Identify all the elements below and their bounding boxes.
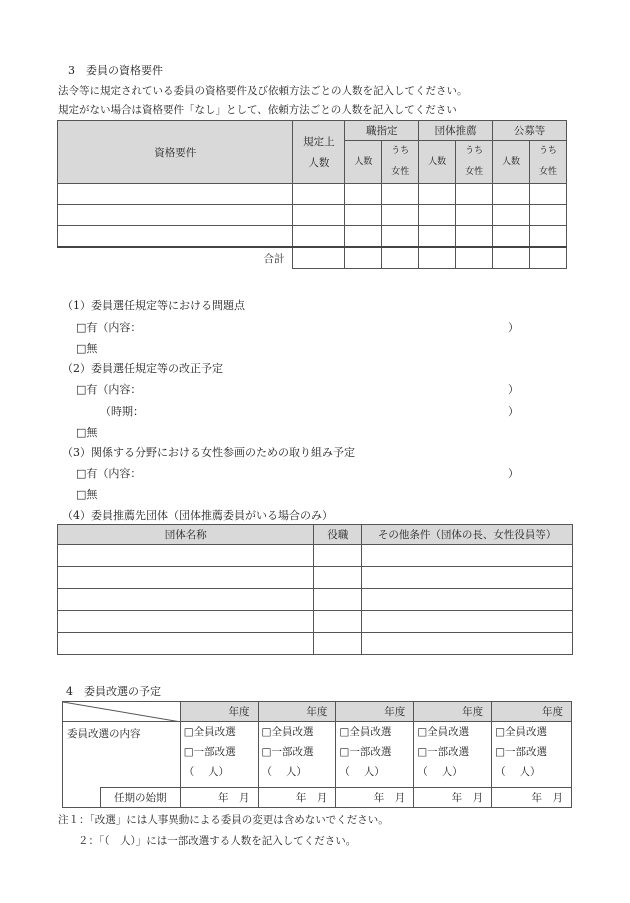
sub-women: うち 女性: [456, 141, 493, 184]
sub2-no-checkbox[interactable]: □無: [76, 426, 98, 439]
partial-reelection-checkbox[interactable]: □一部改選: [261, 746, 314, 758]
section3-note2: 規定がない場合は資格要件「なし」として、依頼方法ごとの人数を記入してください: [58, 104, 457, 116]
total-label: 合計: [58, 247, 293, 269]
sub2-time: （時期：: [100, 405, 144, 418]
table-row: [58, 611, 573, 633]
row-content-label: 委員改選の内容: [63, 722, 181, 788]
col-qualification: 資格要件: [58, 121, 293, 184]
sub-count: 人数: [493, 141, 530, 184]
group-public: 公募等: [493, 121, 567, 141]
start-value[interactable]: 年 月: [258, 788, 336, 808]
partial-count: （ 人）: [495, 766, 541, 778]
diagonal-cell: [63, 702, 181, 722]
sub-count: 人数: [419, 141, 456, 184]
row-start-label: 任期の始期: [100, 788, 180, 808]
full-reelection-checkbox[interactable]: □全員改選: [495, 726, 548, 738]
col-role: 役職: [314, 525, 362, 545]
start-value[interactable]: 年 月: [180, 788, 258, 808]
note-2: ２：「（ 人）」には一部改選する人数を記入してください。: [78, 835, 357, 847]
reelection-options: [258, 722, 336, 788]
sub-women: うち 女性: [382, 141, 419, 184]
sub2-yes-checkbox[interactable]: □有（内容：: [76, 383, 142, 396]
year-header: 年度: [414, 702, 492, 722]
reelection-options: [336, 722, 414, 788]
partial-reelection-checkbox[interactable]: □一部改選: [417, 746, 470, 758]
partial-count: （ 人）: [183, 766, 230, 778]
sub1-yes-checkbox[interactable]: □有（内容：: [76, 321, 142, 334]
sub1-no-checkbox[interactable]: □無: [76, 342, 98, 355]
section4-heading: 4 委員改選の予定: [66, 685, 161, 698]
table-row: [58, 589, 573, 611]
group-org: 団体推薦: [419, 121, 493, 141]
reelection-options: [180, 722, 258, 788]
total-row: [58, 247, 567, 269]
table-row: [58, 184, 567, 205]
sub4-heading: （4）委員推薦先団体（団体推薦委員がいる場合のみ）: [62, 509, 333, 522]
sub2-close: ）: [508, 383, 519, 396]
table-row: [58, 205, 567, 226]
partial-reelection-checkbox[interactable]: □一部改選: [495, 746, 548, 758]
full-reelection-checkbox[interactable]: □全員改選: [183, 726, 236, 738]
qualification-table: [57, 120, 567, 269]
table-row: [58, 545, 573, 567]
year-header: 年度: [492, 702, 572, 722]
col-other: その他条件（団体の長、女性役員等）: [362, 525, 573, 545]
partial-reelection-checkbox[interactable]: □一部改選: [183, 746, 236, 758]
year-header: 年度: [258, 702, 336, 722]
sub3-yes-checkbox[interactable]: □有（内容：: [76, 467, 142, 480]
partial-count: （ 人）: [417, 766, 463, 778]
reelection-table: [62, 701, 572, 808]
partial-reelection-checkbox[interactable]: □一部改選: [339, 746, 392, 758]
table-row: [58, 226, 567, 247]
full-reelection-checkbox[interactable]: □全員改選: [339, 726, 392, 738]
note-1: 注１：「改選」には人事異動による委員の変更は含めないでください。: [58, 814, 389, 826]
full-reelection-checkbox[interactable]: □全員改選: [261, 726, 314, 738]
sub-women: うち 女性: [529, 141, 566, 184]
table-row: [58, 567, 573, 589]
full-reelection-checkbox[interactable]: □全員改選: [417, 726, 470, 738]
reelection-options: [414, 722, 492, 788]
start-value[interactable]: 年 月: [414, 788, 492, 808]
year-header: 年度: [180, 702, 258, 722]
sub2-heading: （2）委員選任規定等の改正予定: [62, 362, 223, 375]
start-value[interactable]: 年 月: [492, 788, 572, 808]
partial-count: （ 人）: [261, 766, 307, 778]
section3-heading: 3 委員の資格要件: [68, 64, 163, 77]
sub3-heading: （3）関係する分野における女性参画のための取り組み予定: [62, 446, 355, 459]
diagonal-line: [63, 702, 181, 722]
partial-count: （ 人）: [339, 766, 385, 778]
org-table: [57, 524, 573, 655]
col-regulation: 規定上 人数: [293, 121, 345, 184]
group-appointed: 職指定: [345, 121, 419, 141]
sub1-close: ）: [508, 321, 519, 334]
start-value[interactable]: 年 月: [336, 788, 414, 808]
col-org-name: 団体名称: [58, 525, 314, 545]
sub3-no-checkbox[interactable]: □無: [76, 488, 98, 501]
year-header: 年度: [336, 702, 414, 722]
sub3-close: ）: [508, 467, 519, 480]
sub1-heading: （1）委員選任規定等における問題点: [62, 299, 245, 312]
sub-count: 人数: [345, 141, 382, 184]
reelection-options: [492, 722, 572, 788]
section3-note1: 法令等に規定されている委員の資格要件及び依頼方法ごとの人数を記入してください。: [58, 85, 468, 97]
sub2-time-close: ）: [508, 405, 519, 418]
table-row: [58, 633, 573, 655]
